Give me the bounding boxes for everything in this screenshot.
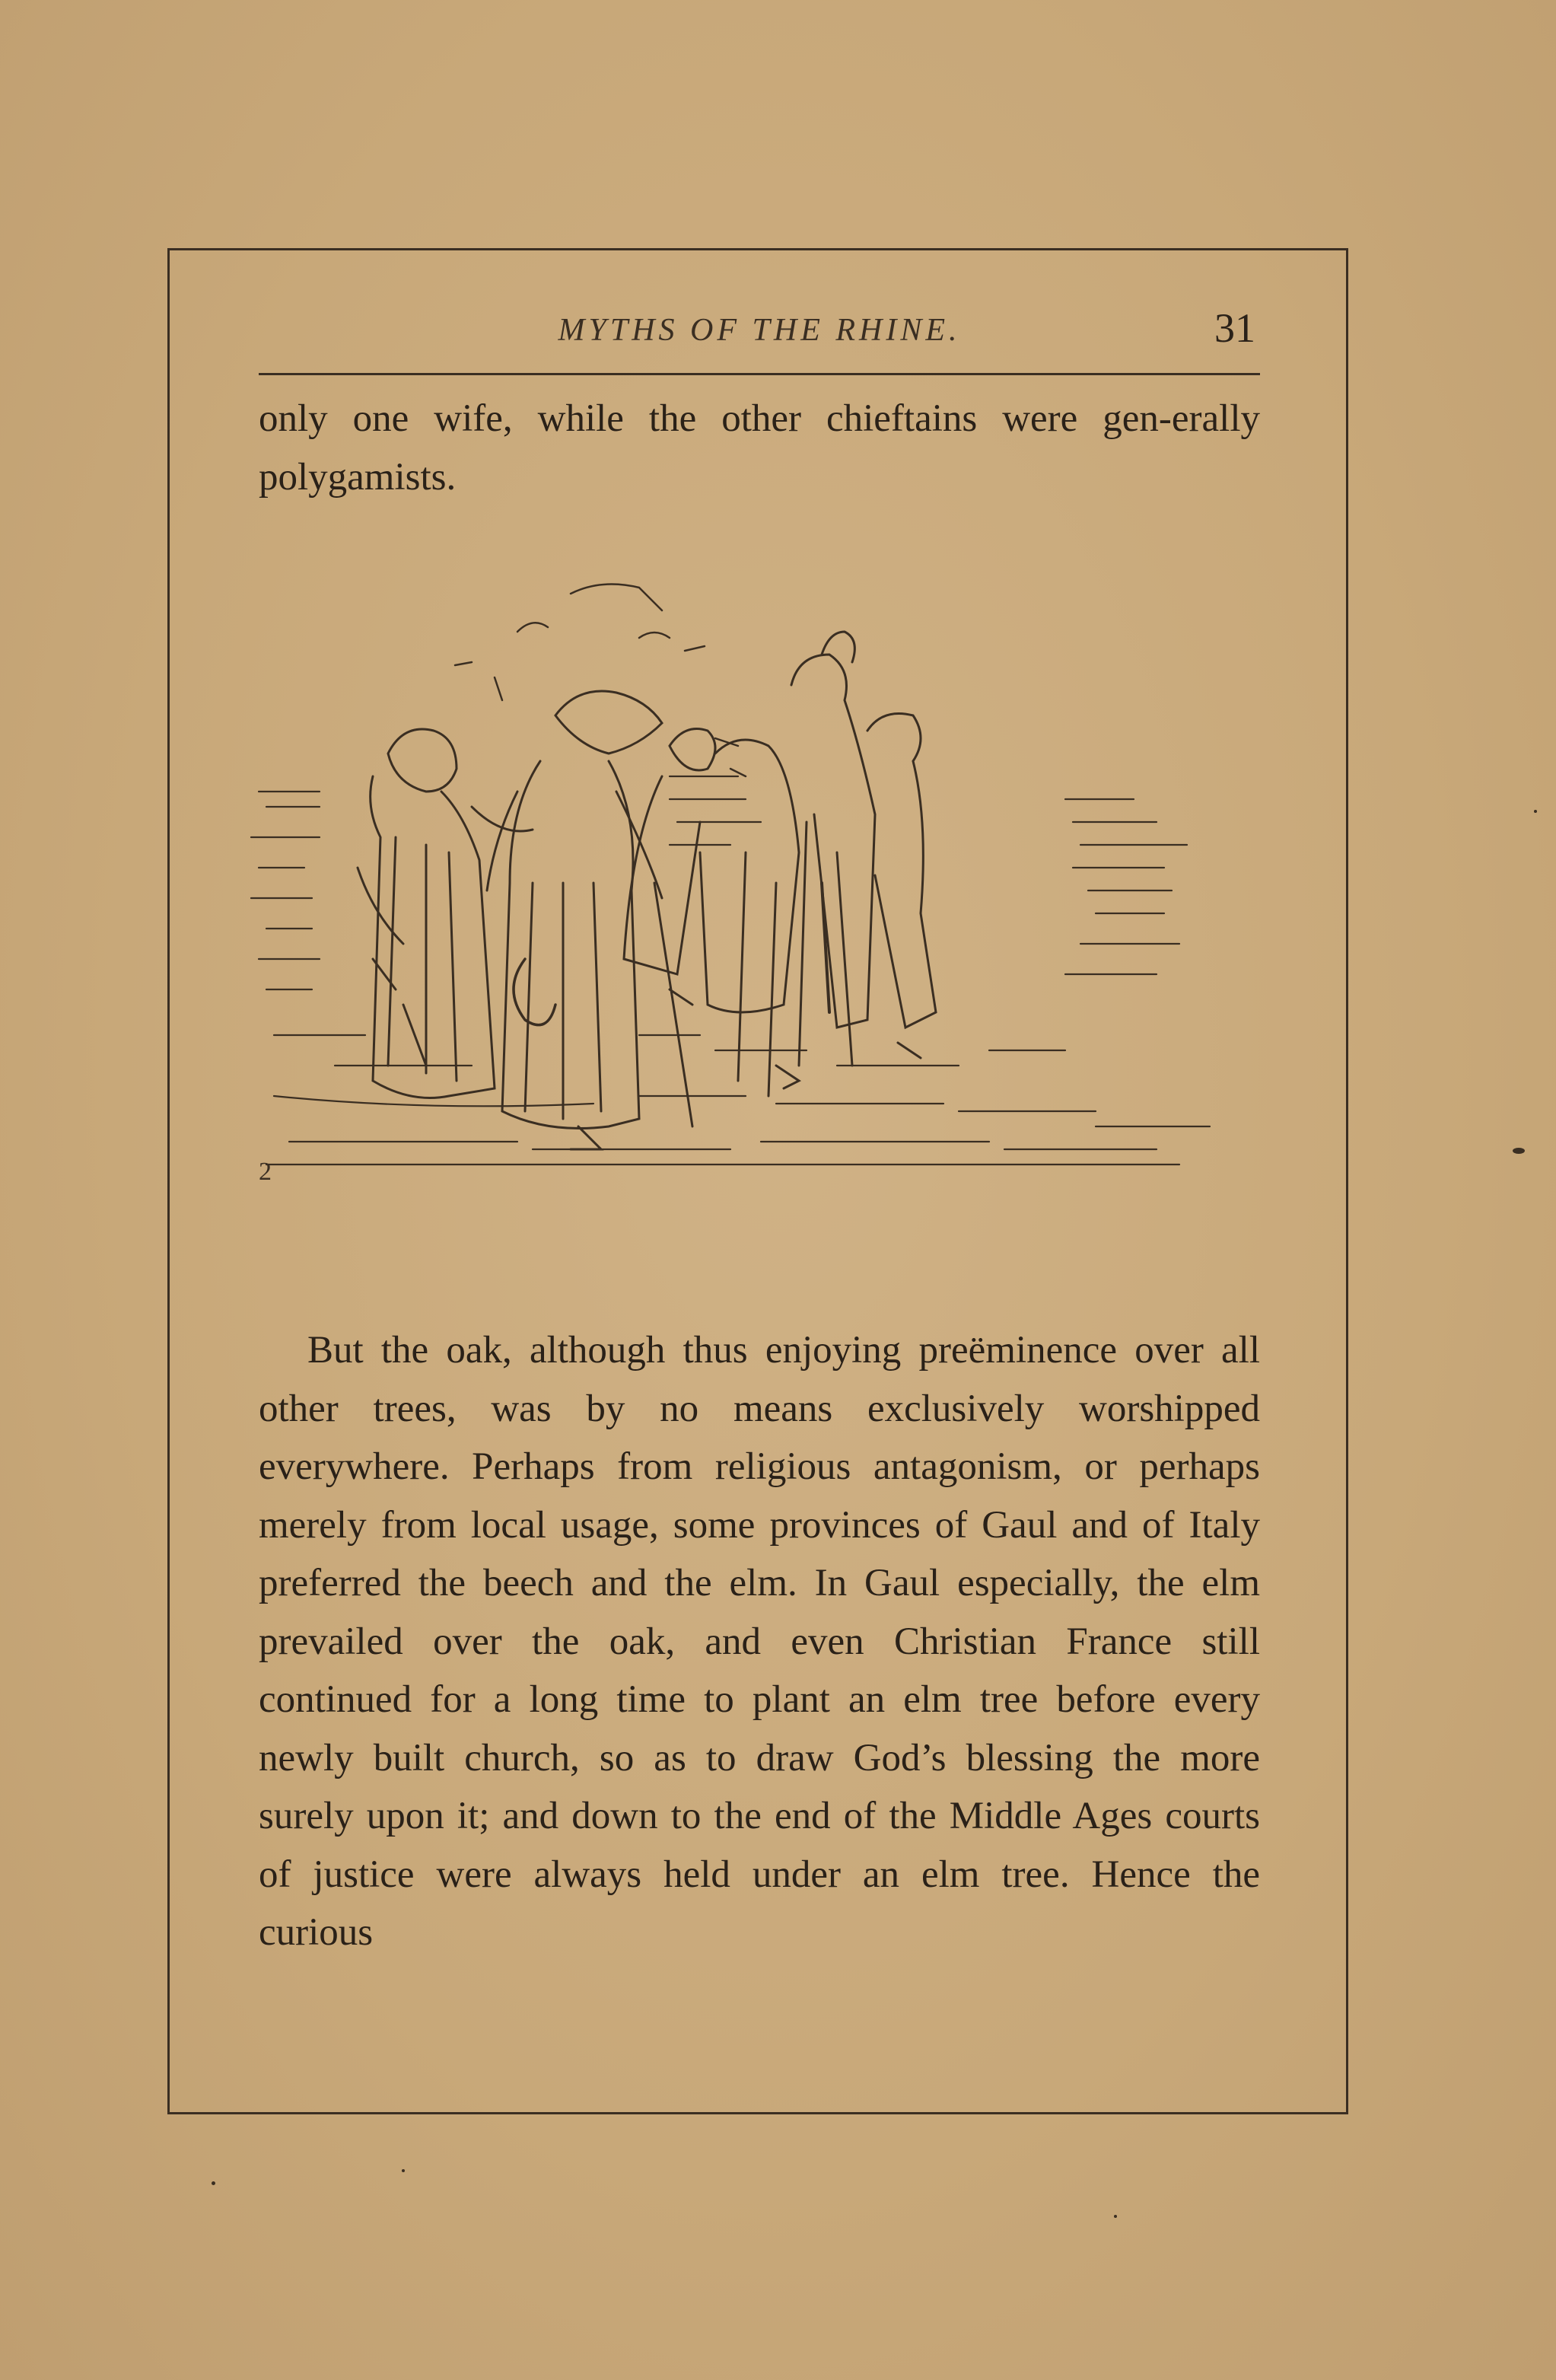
svg-text:2: 2	[259, 1158, 272, 1186]
header-rule	[259, 373, 1260, 375]
paragraph-continued: only one wife, while the other chieftains were gen-erally polygamists.	[259, 397, 1260, 499]
figure-center-crone	[487, 691, 692, 1149]
paragraph-main: But the oak, although thus enjoying preëminence over all other trees, was by no means exclusively worshipped everywhere. Perhaps from religious antagonism, or perhaps merely from local usage, some provinces of Gaul and of Italy preferred the beech and the elm. In Gaul especially, the elm prevailed over the oak, and even Christian France still continued for a long time to plant an elm tree before every newly built church, so as to draw God’s blessing the more surely upon it; and down to the end of the Middle Ages courts of justice were always held under an elm tree. Hence the curious	[259, 1329, 1260, 1954]
figure-right-group	[624, 632, 936, 1096]
engraving-illustration	[243, 563, 1278, 1248]
ground-hatching	[251, 776, 1210, 1165]
page-number: 31	[1214, 305, 1255, 351]
sky-strokes	[455, 585, 746, 777]
figure-left-woman	[358, 729, 533, 1098]
page-header	[259, 304, 1260, 373]
running-title: MYTHS OF THE RHINE.	[558, 313, 961, 348]
